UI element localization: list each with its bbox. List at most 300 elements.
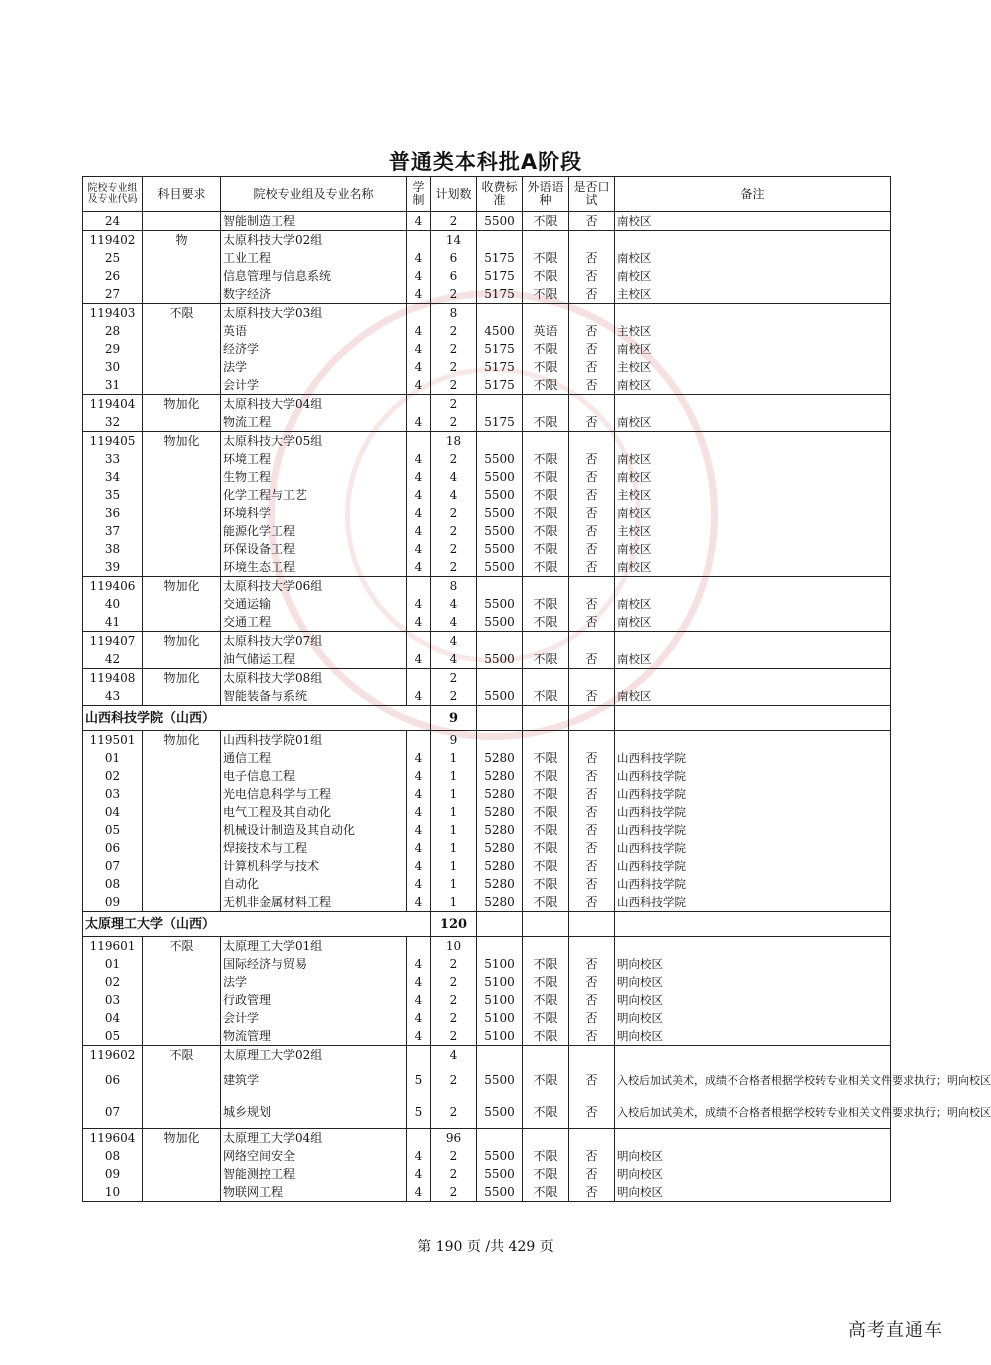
major-subject bbox=[143, 540, 221, 558]
major-code: 39 bbox=[83, 558, 143, 577]
major-fee: 5500 bbox=[477, 687, 523, 706]
major-note: 南校区 bbox=[615, 687, 891, 706]
major-name: 城乡规划 bbox=[221, 1096, 407, 1129]
group-empty-fee bbox=[477, 669, 523, 688]
major-subject bbox=[143, 468, 221, 486]
major-fee: 5280 bbox=[477, 749, 523, 767]
major-code: 08 bbox=[83, 1147, 143, 1165]
major-name: 会计学 bbox=[221, 1009, 407, 1027]
major-years: 4 bbox=[407, 1147, 431, 1165]
major-oral: 否 bbox=[569, 1096, 615, 1129]
group-empty-note bbox=[615, 1046, 891, 1065]
major-oral: 否 bbox=[569, 376, 615, 395]
major-subject bbox=[143, 955, 221, 973]
major-row bbox=[83, 1064, 891, 1096]
major-name: 智能测控工程 bbox=[221, 1165, 407, 1183]
major-oral: 否 bbox=[569, 749, 615, 767]
major-code: 35 bbox=[83, 486, 143, 504]
major-fee: 5500 bbox=[477, 650, 523, 669]
major-lang: 不限 bbox=[523, 803, 569, 821]
major-row bbox=[83, 687, 891, 706]
major-code: 31 bbox=[83, 376, 143, 395]
major-years: 4 bbox=[407, 875, 431, 893]
major-plan: 1 bbox=[431, 767, 477, 785]
major-note: 南校区 bbox=[615, 504, 891, 522]
major-note: 南校区 bbox=[615, 340, 891, 358]
major-name: 智能装备与系统 bbox=[221, 687, 407, 706]
major-code: 04 bbox=[83, 1009, 143, 1027]
school-name: 太原理工大学（山西） bbox=[83, 912, 431, 937]
major-fee: 5175 bbox=[477, 358, 523, 376]
major-years: 5 bbox=[407, 1064, 431, 1096]
major-code: 03 bbox=[83, 991, 143, 1009]
major-oral: 否 bbox=[569, 558, 615, 577]
group-empty-note bbox=[615, 577, 891, 596]
group-plan: 2 bbox=[431, 669, 477, 688]
major-row bbox=[83, 595, 891, 613]
group-empty-lang bbox=[523, 731, 569, 750]
group-empty-note bbox=[615, 669, 891, 688]
major-oral: 否 bbox=[569, 1064, 615, 1096]
major-row bbox=[83, 413, 891, 432]
group-empty-lang bbox=[523, 1046, 569, 1065]
major-code: 28 bbox=[83, 322, 143, 340]
group-empty-lang bbox=[523, 432, 569, 451]
major-name: 电子信息工程 bbox=[221, 767, 407, 785]
major-fee: 5500 bbox=[477, 595, 523, 613]
school-empty-fee bbox=[477, 912, 523, 937]
major-oral: 否 bbox=[569, 687, 615, 706]
major-fee: 5500 bbox=[477, 522, 523, 540]
major-name: 焊接技术与工程 bbox=[221, 839, 407, 857]
major-subject bbox=[143, 875, 221, 893]
major-plan: 2 bbox=[431, 285, 477, 304]
major-row bbox=[83, 450, 891, 468]
major-code: 02 bbox=[83, 767, 143, 785]
major-name: 物联网工程 bbox=[221, 1183, 407, 1202]
major-code: 05 bbox=[83, 1027, 143, 1046]
major-name: 电气工程及其自动化 bbox=[221, 803, 407, 821]
major-years: 4 bbox=[407, 973, 431, 991]
major-years: 4 bbox=[407, 358, 431, 376]
major-row bbox=[83, 504, 891, 522]
group-plan: 10 bbox=[431, 937, 477, 956]
major-lang: 不限 bbox=[523, 1009, 569, 1027]
major-years: 4 bbox=[407, 749, 431, 767]
major-name: 自动化 bbox=[221, 875, 407, 893]
major-name: 网络空间安全 bbox=[221, 1147, 407, 1165]
major-note: 主校区 bbox=[615, 522, 891, 540]
major-code: 08 bbox=[83, 875, 143, 893]
major-row bbox=[83, 875, 891, 893]
group-subject: 物加化 bbox=[143, 577, 221, 596]
major-name: 经济学 bbox=[221, 340, 407, 358]
major-lang: 不限 bbox=[523, 595, 569, 613]
major-years: 4 bbox=[407, 955, 431, 973]
major-code: 06 bbox=[83, 1064, 143, 1096]
major-plan: 6 bbox=[431, 267, 477, 285]
major-row bbox=[83, 558, 891, 577]
group-years bbox=[407, 669, 431, 688]
major-years: 4 bbox=[407, 340, 431, 358]
major-row bbox=[83, 1183, 891, 1202]
major-years: 4 bbox=[407, 322, 431, 340]
major-note: 明向校区 bbox=[615, 973, 891, 991]
major-subject bbox=[143, 486, 221, 504]
major-lang: 不限 bbox=[523, 1096, 569, 1129]
major-subject bbox=[143, 785, 221, 803]
major-plan: 2 bbox=[431, 1183, 477, 1202]
major-name: 智能制造工程 bbox=[221, 212, 407, 231]
school-empty-note bbox=[615, 912, 891, 937]
group-empty-oral bbox=[569, 632, 615, 651]
major-code: 01 bbox=[83, 955, 143, 973]
major-oral: 否 bbox=[569, 973, 615, 991]
major-code: 24 bbox=[83, 212, 143, 231]
major-fee: 5175 bbox=[477, 340, 523, 358]
major-plan: 2 bbox=[431, 376, 477, 395]
major-lang: 不限 bbox=[523, 857, 569, 875]
major-plan: 2 bbox=[431, 504, 477, 522]
group-empty-oral bbox=[569, 669, 615, 688]
major-oral: 否 bbox=[569, 504, 615, 522]
major-name: 环境工程 bbox=[221, 450, 407, 468]
major-row bbox=[83, 893, 891, 912]
major-name: 环境科学 bbox=[221, 504, 407, 522]
major-plan: 1 bbox=[431, 857, 477, 875]
group-empty-lang bbox=[523, 231, 569, 250]
major-plan: 1 bbox=[431, 821, 477, 839]
major-note: 明向校区 bbox=[615, 1027, 891, 1046]
major-plan: 2 bbox=[431, 212, 477, 231]
major-fee: 5500 bbox=[477, 1096, 523, 1129]
school-empty-fee bbox=[477, 706, 523, 731]
group-years bbox=[407, 632, 431, 651]
major-subject bbox=[143, 267, 221, 285]
major-fee: 5500 bbox=[477, 613, 523, 632]
major-plan: 2 bbox=[431, 1027, 477, 1046]
major-lang: 不限 bbox=[523, 486, 569, 504]
major-years: 4 bbox=[407, 767, 431, 785]
major-fee: 5280 bbox=[477, 857, 523, 875]
group-row bbox=[83, 395, 891, 414]
major-code: 40 bbox=[83, 595, 143, 613]
major-lang: 不限 bbox=[523, 340, 569, 358]
major-lang: 不限 bbox=[523, 875, 569, 893]
group-row bbox=[83, 1129, 891, 1148]
major-oral: 否 bbox=[569, 1183, 615, 1202]
major-row bbox=[83, 839, 891, 857]
major-name: 通信工程 bbox=[221, 749, 407, 767]
major-plan: 2 bbox=[431, 1064, 477, 1096]
group-name: 太原理工大学04组 bbox=[221, 1129, 407, 1148]
major-code: 27 bbox=[83, 285, 143, 304]
group-plan: 8 bbox=[431, 577, 477, 596]
major-plan: 1 bbox=[431, 893, 477, 912]
major-plan: 1 bbox=[431, 803, 477, 821]
major-name: 环保设备工程 bbox=[221, 540, 407, 558]
major-years: 4 bbox=[407, 1183, 431, 1202]
major-oral: 否 bbox=[569, 821, 615, 839]
major-plan: 2 bbox=[431, 973, 477, 991]
major-row bbox=[83, 249, 891, 267]
group-empty-lang bbox=[523, 1129, 569, 1148]
group-code: 119404 bbox=[83, 395, 143, 414]
group-empty-oral bbox=[569, 1046, 615, 1065]
group-row bbox=[83, 937, 891, 956]
major-subject bbox=[143, 991, 221, 1009]
group-subject: 物加化 bbox=[143, 432, 221, 451]
major-oral: 否 bbox=[569, 1147, 615, 1165]
group-years bbox=[407, 231, 431, 250]
major-years: 4 bbox=[407, 1009, 431, 1027]
school-plan: 9 bbox=[431, 706, 477, 731]
major-row bbox=[83, 785, 891, 803]
major-subject bbox=[143, 749, 221, 767]
group-name: 太原科技大学07组 bbox=[221, 632, 407, 651]
major-fee: 5280 bbox=[477, 785, 523, 803]
major-fee: 5280 bbox=[477, 821, 523, 839]
major-name: 生物工程 bbox=[221, 468, 407, 486]
group-code: 119402 bbox=[83, 231, 143, 250]
group-subject: 物加化 bbox=[143, 731, 221, 750]
major-note: 南校区 bbox=[615, 613, 891, 632]
group-empty-oral bbox=[569, 937, 615, 956]
group-plan: 8 bbox=[431, 304, 477, 323]
major-name: 环境生态工程 bbox=[221, 558, 407, 577]
major-lang: 不限 bbox=[523, 540, 569, 558]
major-name: 化学工程与工艺 bbox=[221, 486, 407, 504]
group-plan: 4 bbox=[431, 632, 477, 651]
major-oral: 否 bbox=[569, 249, 615, 267]
group-years bbox=[407, 1046, 431, 1065]
major-subject bbox=[143, 413, 221, 432]
major-fee: 5500 bbox=[477, 504, 523, 522]
major-lang: 不限 bbox=[523, 991, 569, 1009]
group-row bbox=[83, 432, 891, 451]
major-name: 建筑学 bbox=[221, 1064, 407, 1096]
group-empty-fee bbox=[477, 1129, 523, 1148]
major-subject bbox=[143, 1183, 221, 1202]
group-empty-oral bbox=[569, 1129, 615, 1148]
major-fee: 5280 bbox=[477, 839, 523, 857]
major-lang: 不限 bbox=[523, 376, 569, 395]
major-code: 43 bbox=[83, 687, 143, 706]
major-note: 主校区 bbox=[615, 358, 891, 376]
major-years: 4 bbox=[407, 376, 431, 395]
major-name: 交通工程 bbox=[221, 613, 407, 632]
major-plan: 2 bbox=[431, 358, 477, 376]
major-fee: 5175 bbox=[477, 376, 523, 395]
major-note: 明向校区 bbox=[615, 991, 891, 1009]
group-years bbox=[407, 731, 431, 750]
group-empty-note bbox=[615, 1129, 891, 1148]
group-empty-fee bbox=[477, 731, 523, 750]
major-subject bbox=[143, 558, 221, 577]
major-years: 4 bbox=[407, 785, 431, 803]
major-subject bbox=[143, 893, 221, 912]
major-plan: 4 bbox=[431, 613, 477, 632]
header-plan: 计划数 bbox=[431, 177, 477, 212]
major-name: 工业工程 bbox=[221, 249, 407, 267]
major-code: 33 bbox=[83, 450, 143, 468]
group-subject: 不限 bbox=[143, 937, 221, 956]
school-name: 山西科技学院（山西） bbox=[83, 706, 431, 731]
major-row bbox=[83, 322, 891, 340]
major-note: 山西科技学院 bbox=[615, 803, 891, 821]
group-empty-lang bbox=[523, 937, 569, 956]
major-lang: 不限 bbox=[523, 468, 569, 486]
major-lang: 不限 bbox=[523, 839, 569, 857]
major-years: 4 bbox=[407, 1165, 431, 1183]
header-note: 备注 bbox=[615, 177, 891, 212]
major-row bbox=[83, 486, 891, 504]
group-empty-oral bbox=[569, 731, 615, 750]
major-note: 南校区 bbox=[615, 595, 891, 613]
major-fee: 5100 bbox=[477, 1027, 523, 1046]
major-note: 明向校区 bbox=[615, 1009, 891, 1027]
major-years: 4 bbox=[407, 212, 431, 231]
major-fee: 5175 bbox=[477, 249, 523, 267]
major-plan: 1 bbox=[431, 749, 477, 767]
major-plan: 2 bbox=[431, 1096, 477, 1129]
group-years bbox=[407, 577, 431, 596]
major-code: 07 bbox=[83, 1096, 143, 1129]
major-name: 交通运输 bbox=[221, 595, 407, 613]
major-code: 26 bbox=[83, 267, 143, 285]
major-fee: 5280 bbox=[477, 875, 523, 893]
major-oral: 否 bbox=[569, 613, 615, 632]
major-plan: 2 bbox=[431, 1147, 477, 1165]
group-empty-fee bbox=[477, 632, 523, 651]
major-note: 山西科技学院 bbox=[615, 893, 891, 912]
major-plan: 2 bbox=[431, 413, 477, 432]
major-row bbox=[83, 767, 891, 785]
major-lang: 不限 bbox=[523, 767, 569, 785]
major-lang: 不限 bbox=[523, 1147, 569, 1165]
major-note: 山西科技学院 bbox=[615, 875, 891, 893]
major-note: 南校区 bbox=[615, 558, 891, 577]
header-fee: 收费标准 bbox=[477, 177, 523, 212]
group-plan: 18 bbox=[431, 432, 477, 451]
group-empty-fee bbox=[477, 231, 523, 250]
major-lang: 不限 bbox=[523, 558, 569, 577]
major-plan: 1 bbox=[431, 839, 477, 857]
major-row bbox=[83, 613, 891, 632]
group-years bbox=[407, 432, 431, 451]
major-lang: 不限 bbox=[523, 785, 569, 803]
major-name: 物流工程 bbox=[221, 413, 407, 432]
major-name: 英语 bbox=[221, 322, 407, 340]
major-row bbox=[83, 973, 891, 991]
major-plan: 6 bbox=[431, 249, 477, 267]
major-row bbox=[83, 285, 891, 304]
group-years bbox=[407, 395, 431, 414]
group-empty-note bbox=[615, 432, 891, 451]
group-name: 太原科技大学03组 bbox=[221, 304, 407, 323]
major-plan: 2 bbox=[431, 558, 477, 577]
group-name: 太原科技大学04组 bbox=[221, 395, 407, 414]
major-oral: 否 bbox=[569, 358, 615, 376]
major-subject bbox=[143, 1009, 221, 1027]
major-fee: 5500 bbox=[477, 1064, 523, 1096]
major-oral: 否 bbox=[569, 785, 615, 803]
major-row bbox=[83, 358, 891, 376]
major-lang: 不限 bbox=[523, 955, 569, 973]
major-fee: 5500 bbox=[477, 468, 523, 486]
major-code: 38 bbox=[83, 540, 143, 558]
major-row bbox=[83, 1165, 891, 1183]
major-fee: 5100 bbox=[477, 973, 523, 991]
school-empty-note bbox=[615, 706, 891, 731]
major-fee: 4500 bbox=[477, 322, 523, 340]
major-lang: 不限 bbox=[523, 212, 569, 231]
major-note: 山西科技学院 bbox=[615, 785, 891, 803]
major-name: 油气储运工程 bbox=[221, 650, 407, 669]
major-note: 主校区 bbox=[615, 486, 891, 504]
group-subject: 物加化 bbox=[143, 1129, 221, 1148]
major-subject bbox=[143, 249, 221, 267]
group-empty-lang bbox=[523, 304, 569, 323]
major-oral: 否 bbox=[569, 767, 615, 785]
major-plan: 2 bbox=[431, 522, 477, 540]
group-empty-lang bbox=[523, 395, 569, 414]
group-plan: 96 bbox=[431, 1129, 477, 1148]
page-title: 普通类本科批A阶段 bbox=[388, 150, 583, 174]
major-oral: 否 bbox=[569, 857, 615, 875]
major-fee: 5175 bbox=[477, 285, 523, 304]
major-fee: 5500 bbox=[477, 1183, 523, 1202]
major-code: 32 bbox=[83, 413, 143, 432]
major-years: 5 bbox=[407, 1096, 431, 1129]
major-plan: 2 bbox=[431, 955, 477, 973]
group-years bbox=[407, 1129, 431, 1148]
group-code: 119601 bbox=[83, 937, 143, 956]
major-fee: 5100 bbox=[477, 955, 523, 973]
major-plan: 2 bbox=[431, 340, 477, 358]
major-years: 4 bbox=[407, 468, 431, 486]
major-subject bbox=[143, 1165, 221, 1183]
major-note: 山西科技学院 bbox=[615, 767, 891, 785]
major-subject bbox=[143, 650, 221, 669]
major-code: 10 bbox=[83, 1183, 143, 1202]
major-note: 明向校区 bbox=[615, 955, 891, 973]
major-subject bbox=[143, 340, 221, 358]
major-code: 25 bbox=[83, 249, 143, 267]
group-code: 119407 bbox=[83, 632, 143, 651]
major-note: 入校后加试美术，成绩不合格者根据学校转专业相关文件要求执行；明向校区 bbox=[615, 1096, 891, 1129]
major-subject bbox=[143, 322, 221, 340]
major-row bbox=[83, 857, 891, 875]
major-note: 山西科技学院 bbox=[615, 839, 891, 857]
major-subject bbox=[143, 767, 221, 785]
major-code: 29 bbox=[83, 340, 143, 358]
major-subject bbox=[143, 595, 221, 613]
group-subject: 物 bbox=[143, 231, 221, 250]
major-oral: 否 bbox=[569, 875, 615, 893]
major-plan: 2 bbox=[431, 540, 477, 558]
major-lang: 不限 bbox=[523, 650, 569, 669]
major-plan: 4 bbox=[431, 650, 477, 669]
major-name: 光电信息科学与工程 bbox=[221, 785, 407, 803]
major-code: 42 bbox=[83, 650, 143, 669]
group-plan: 14 bbox=[431, 231, 477, 250]
major-plan: 4 bbox=[431, 468, 477, 486]
group-row bbox=[83, 577, 891, 596]
major-years: 4 bbox=[407, 504, 431, 522]
major-lang: 不限 bbox=[523, 1027, 569, 1046]
major-fee: 5175 bbox=[477, 267, 523, 285]
